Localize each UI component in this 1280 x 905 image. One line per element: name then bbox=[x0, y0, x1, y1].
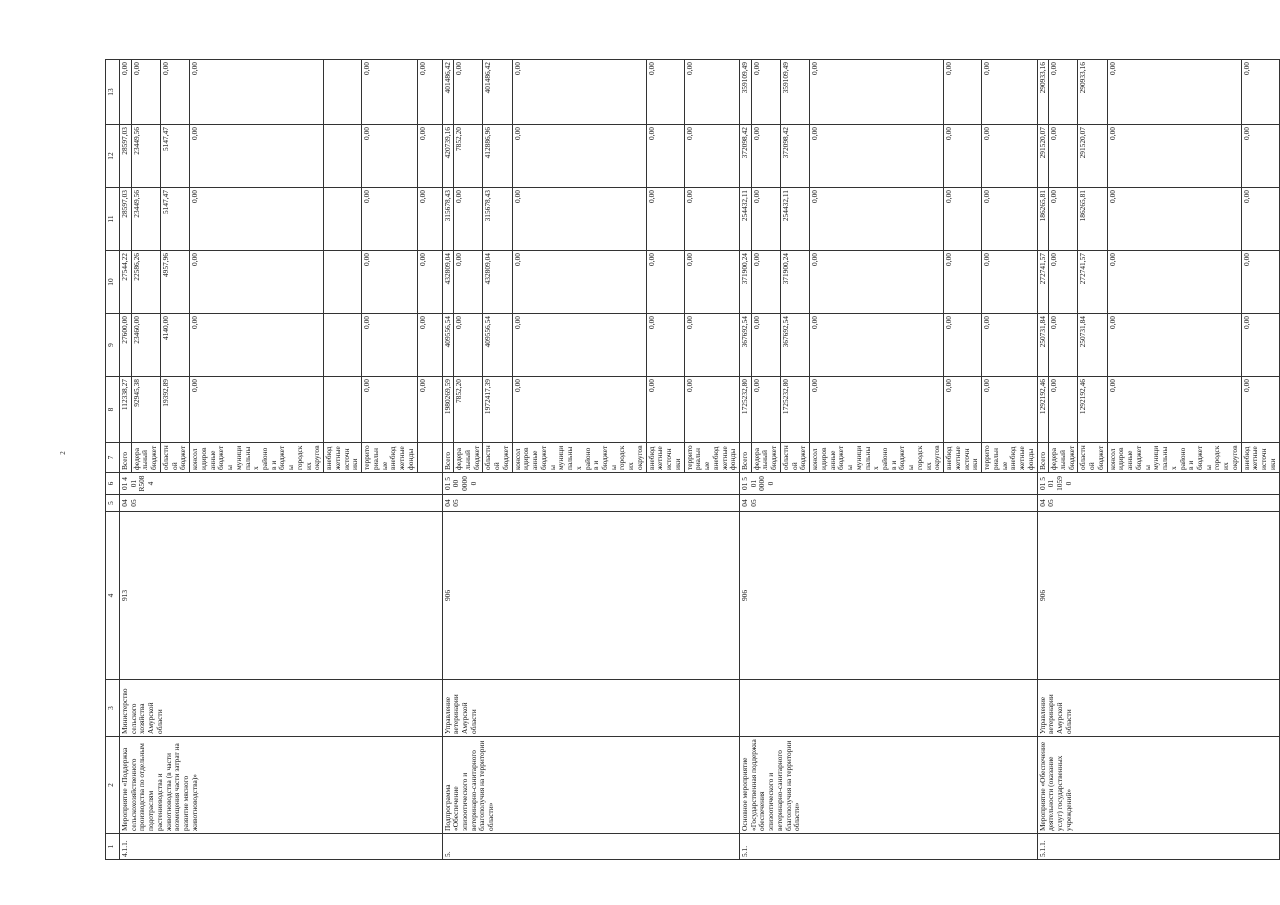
amount-cell: 7852,20 bbox=[454, 377, 483, 443]
amount-cell: 412886,96 bbox=[483, 125, 512, 188]
funding-source: внебюджетные источники bbox=[324, 443, 362, 473]
column-header: 10 bbox=[106, 251, 120, 314]
funding-source: территориальные внебюджетные фонды bbox=[982, 443, 1037, 473]
amount-cell: 0,00 bbox=[1241, 251, 1279, 314]
amount-cell bbox=[324, 60, 362, 125]
table-row bbox=[740, 60, 752, 860]
amount-cell: 0,00 bbox=[982, 125, 1037, 188]
funding-source: федеральный бюджет bbox=[751, 443, 780, 473]
section-id: 5.1. bbox=[740, 834, 1038, 860]
amount-cell: 28597,03 bbox=[120, 188, 132, 251]
funding-source: территориальные внебюджетные фонды bbox=[684, 443, 739, 473]
amount-cell: 5147,47 bbox=[160, 125, 189, 188]
table-row bbox=[120, 60, 132, 860]
funding-source: Всего bbox=[1037, 443, 1049, 473]
amount-cell: 290933,16 bbox=[1037, 60, 1049, 125]
amount-cell: 0,00 bbox=[944, 377, 982, 443]
amount-cell: 0,00 bbox=[684, 251, 739, 314]
amount-cell: 0,00 bbox=[1107, 314, 1241, 377]
amount-cell: 112338,27 bbox=[120, 377, 132, 443]
amount-cell: 0,00 bbox=[190, 125, 324, 188]
amount-cell: 0,00 bbox=[646, 188, 684, 251]
amount-cell: 0,00 bbox=[646, 377, 684, 443]
table-body bbox=[106, 60, 1280, 860]
responsible-executor: Управление ветеринарии Амурской области bbox=[1037, 680, 1279, 737]
amount-cell: 0,00 bbox=[684, 314, 739, 377]
rzpr-code: 04 05 bbox=[442, 495, 740, 512]
funding-source bbox=[417, 443, 442, 473]
amount-cell: 0,00 bbox=[1241, 188, 1279, 251]
amount-cell: 186265,81 bbox=[1078, 188, 1107, 251]
amount-cell: 0,00 bbox=[190, 314, 324, 377]
column-header: 1 bbox=[106, 834, 120, 860]
amount-cell: 23449,56 bbox=[131, 125, 160, 188]
amount-cell bbox=[324, 188, 362, 251]
amount-cell: 420739,16 bbox=[442, 125, 454, 188]
section-name: Мероприятие «Обеспечение деятельности (оказание услуг) государственных учреждений» bbox=[1037, 737, 1279, 834]
amount-cell: 0,00 bbox=[160, 60, 189, 125]
column-header: 11 bbox=[106, 188, 120, 251]
amount-cell: 0,00 bbox=[512, 377, 646, 443]
amount-cell: 0,00 bbox=[751, 60, 780, 125]
amount-cell: 0,00 bbox=[810, 60, 944, 125]
header-row bbox=[106, 60, 120, 860]
amount-cell: 0,00 bbox=[1049, 377, 1078, 443]
amount-cell: 0,00 bbox=[190, 377, 324, 443]
grbs-code: 906 bbox=[740, 512, 1038, 680]
amount-cell: 0,00 bbox=[684, 188, 739, 251]
amount-cell: 315678,43 bbox=[483, 188, 512, 251]
amount-cell: 0,00 bbox=[751, 314, 780, 377]
column-header: 5 bbox=[106, 495, 120, 512]
amount-cell: 0,00 bbox=[1107, 60, 1241, 125]
budget-table bbox=[105, 59, 1280, 860]
amount-cell: 0,00 bbox=[417, 60, 442, 125]
amount-cell: 291520,07 bbox=[1078, 125, 1107, 188]
amount-cell: 401486,42 bbox=[442, 60, 454, 125]
amount-cell: 0,00 bbox=[982, 188, 1037, 251]
amount-cell: 0,00 bbox=[810, 251, 944, 314]
table-row bbox=[1037, 60, 1049, 860]
amount-cell: 0,00 bbox=[512, 60, 646, 125]
amount-cell: 1980269,59 bbox=[442, 377, 454, 443]
funding-source: консолидированные бюджеты муниципальных районов и бюджеты городских округов bbox=[190, 443, 324, 473]
amount-cell: 0,00 bbox=[646, 125, 684, 188]
amount-cell: 432809,04 bbox=[483, 251, 512, 314]
amount-cell: 359109,49 bbox=[780, 60, 809, 125]
column-header: 8 bbox=[106, 377, 120, 443]
funding-source: областной бюджет bbox=[160, 443, 189, 473]
amount-cell: 359109,49 bbox=[740, 60, 752, 125]
amount-cell: 0,00 bbox=[1049, 125, 1078, 188]
amount-cell: 291520,07 bbox=[1037, 125, 1049, 188]
amount-cell: 1972417,39 bbox=[483, 377, 512, 443]
amount-cell: 409556,54 bbox=[483, 314, 512, 377]
amount-cell: 27600,00 bbox=[120, 314, 132, 377]
responsible-executor: Министерство сельского хозяйства Амурской области bbox=[120, 680, 443, 737]
csr-code: 01 5 01 10590 bbox=[1037, 473, 1279, 495]
funding-source: внебюджетные источники bbox=[646, 443, 684, 473]
amount-cell: 372098,42 bbox=[740, 125, 752, 188]
amount-cell: 0,00 bbox=[810, 377, 944, 443]
amount-cell: 0,00 bbox=[362, 188, 417, 251]
responsible-executor: Управление ветеринарии Амурской области bbox=[442, 680, 740, 737]
amount-cell: 0,00 bbox=[810, 188, 944, 251]
amount-cell: 0,00 bbox=[417, 377, 442, 443]
amount-cell: 0,00 bbox=[751, 377, 780, 443]
amount-cell: 0,00 bbox=[1241, 314, 1279, 377]
amount-cell: 0,00 bbox=[417, 251, 442, 314]
amount-cell: 250731,84 bbox=[1078, 314, 1107, 377]
column-header: 13 bbox=[106, 60, 120, 125]
amount-cell: 0,00 bbox=[1107, 377, 1241, 443]
column-header: 4 bbox=[106, 512, 120, 680]
funding-source: Всего bbox=[120, 443, 132, 473]
amount-cell: 0,00 bbox=[944, 314, 982, 377]
amount-cell: 1292192,46 bbox=[1078, 377, 1107, 443]
grbs-code: 906 bbox=[442, 512, 740, 680]
section-name: Основное мероприятие «Государственная поддержка обеспечения эпизоотического и ветеринарно-санитарного благополучия на территории области» bbox=[740, 737, 1038, 834]
section-id: 5. bbox=[442, 834, 740, 860]
amount-cell: 27544,22 bbox=[120, 251, 132, 314]
amount-cell: 0,00 bbox=[810, 125, 944, 188]
section-name: Мероприятие «Поддержка сельскохозяйственного производства по отдельным подотраслям растениеводства и животноводства (в части возмещения части затрат на развитие мясного животноводства)» bbox=[120, 737, 443, 834]
page-number: 2 bbox=[59, 451, 67, 455]
amount-cell bbox=[324, 251, 362, 314]
amount-cell: 1725232,80 bbox=[780, 377, 809, 443]
funding-source: консолидированные бюджеты муниципальных районов и бюджеты городских округов bbox=[1107, 443, 1241, 473]
rzpr-code: 04 05 bbox=[1037, 495, 1279, 512]
table-row bbox=[442, 60, 454, 860]
column-header: 6 bbox=[106, 473, 120, 495]
amount-cell: 0,00 bbox=[1241, 377, 1279, 443]
amount-cell: 367692,54 bbox=[780, 314, 809, 377]
amount-cell: 290933,16 bbox=[1078, 60, 1107, 125]
funding-source: территориальные внебюджетные фонды bbox=[362, 443, 417, 473]
amount-cell: 371900,24 bbox=[780, 251, 809, 314]
column-header: 9 bbox=[106, 314, 120, 377]
csr-code: 01 5 01 00000 bbox=[740, 473, 1038, 495]
amount-cell: 372098,42 bbox=[780, 125, 809, 188]
amount-cell: 0,00 bbox=[417, 125, 442, 188]
amount-cell: 0,00 bbox=[944, 60, 982, 125]
csr-code: 01 5 00 00000 bbox=[442, 473, 740, 495]
funding-source: федеральный бюджет bbox=[454, 443, 483, 473]
amount-cell: 92945,38 bbox=[131, 377, 160, 443]
amount-cell: 0,00 bbox=[684, 377, 739, 443]
amount-cell: 5147,47 bbox=[160, 188, 189, 251]
amount-cell: 0,00 bbox=[982, 314, 1037, 377]
amount-cell: 0,00 bbox=[944, 188, 982, 251]
grbs-code: 913 bbox=[120, 512, 443, 680]
amount-cell: 0,00 bbox=[810, 314, 944, 377]
amount-cell: 250731,84 bbox=[1037, 314, 1049, 377]
funding-source: Всего bbox=[442, 443, 454, 473]
amount-cell: 4957,96 bbox=[160, 251, 189, 314]
amount-cell bbox=[324, 377, 362, 443]
amount-cell: 0,00 bbox=[512, 251, 646, 314]
amount-cell: 254432,11 bbox=[740, 188, 752, 251]
amount-cell: 1725232,80 bbox=[740, 377, 752, 443]
amount-cell: 0,00 bbox=[512, 188, 646, 251]
amount-cell: 0,00 bbox=[646, 314, 684, 377]
amount-cell: 0,00 bbox=[1107, 188, 1241, 251]
amount-cell: 0,00 bbox=[1049, 60, 1078, 125]
amount-cell: 1292192,46 bbox=[1037, 377, 1049, 443]
funding-source: внебюджетные источники bbox=[944, 443, 982, 473]
amount-cell: 0,00 bbox=[1049, 188, 1078, 251]
amount-cell: 371900,24 bbox=[740, 251, 752, 314]
section-name: Подпрограмма «Обеспечение эпизоотического и ветеринарно-санитарного благополучия на территории области» bbox=[442, 737, 740, 834]
amount-cell: 0,00 bbox=[362, 251, 417, 314]
amount-cell: 0,00 bbox=[417, 188, 442, 251]
amount-cell: 0,00 bbox=[982, 251, 1037, 314]
amount-cell: 0,00 bbox=[362, 125, 417, 188]
csr-code: 01 4 01 R5084 bbox=[120, 473, 443, 495]
amount-cell: 0,00 bbox=[751, 251, 780, 314]
amount-cell: 272741,57 bbox=[1078, 251, 1107, 314]
amount-cell: 19392,89 bbox=[160, 377, 189, 443]
funding-source: консолидированные бюджеты муниципальных районов и бюджеты городских округов bbox=[810, 443, 944, 473]
section-id: 5.1.1. bbox=[1037, 834, 1279, 860]
funding-source: внебюджетные источники bbox=[1241, 443, 1279, 473]
amount-cell: 0,00 bbox=[131, 60, 160, 125]
section-id: 4.1.1. bbox=[120, 834, 443, 860]
funding-source: Всего bbox=[740, 443, 752, 473]
amount-cell: 0,00 bbox=[684, 125, 739, 188]
amount-cell: 409556,54 bbox=[442, 314, 454, 377]
amount-cell: 0,00 bbox=[1241, 60, 1279, 125]
amount-cell: 0,00 bbox=[362, 60, 417, 125]
amount-cell: 22586,26 bbox=[131, 251, 160, 314]
amount-cell bbox=[324, 125, 362, 188]
funding-source: федеральный бюджет bbox=[131, 443, 160, 473]
amount-cell: 0,00 bbox=[751, 188, 780, 251]
funding-source: областной бюджет bbox=[1078, 443, 1107, 473]
amount-cell: 0,00 bbox=[944, 251, 982, 314]
column-header: 12 bbox=[106, 125, 120, 188]
amount-cell: 0,00 bbox=[454, 188, 483, 251]
rzpr-code: 04 05 bbox=[120, 495, 443, 512]
grbs-code: 906 bbox=[1037, 512, 1279, 680]
amount-cell: 0,00 bbox=[190, 251, 324, 314]
amount-cell: 0,00 bbox=[362, 314, 417, 377]
amount-cell: 0,00 bbox=[751, 125, 780, 188]
amount-cell: 186265,81 bbox=[1037, 188, 1049, 251]
responsible-executor bbox=[740, 680, 1038, 737]
amount-cell: 28597,03 bbox=[120, 125, 132, 188]
amount-cell: 0,00 bbox=[1049, 314, 1078, 377]
amount-cell: 0,00 bbox=[1107, 251, 1241, 314]
amount-cell: 0,00 bbox=[417, 314, 442, 377]
amount-cell: 0,00 bbox=[1049, 251, 1078, 314]
amount-cell: 0,00 bbox=[982, 60, 1037, 125]
amount-cell: 0,00 bbox=[512, 314, 646, 377]
amount-cell: 401486,42 bbox=[483, 60, 512, 125]
amount-cell bbox=[324, 314, 362, 377]
amount-cell: 315678,43 bbox=[442, 188, 454, 251]
amount-cell: 23449,56 bbox=[131, 188, 160, 251]
amount-cell: 367692,54 bbox=[740, 314, 752, 377]
amount-cell: 4140,00 bbox=[160, 314, 189, 377]
amount-cell: 0,00 bbox=[982, 377, 1037, 443]
amount-cell: 432809,04 bbox=[442, 251, 454, 314]
amount-cell: 0,00 bbox=[646, 60, 684, 125]
funding-source: областной бюджет bbox=[780, 443, 809, 473]
amount-cell: 0,00 bbox=[454, 60, 483, 125]
amount-cell: 0,00 bbox=[944, 125, 982, 188]
funding-source: консолидированные бюджеты муниципальных районов и бюджеты городских округов bbox=[512, 443, 646, 473]
amount-cell: 0,00 bbox=[362, 377, 417, 443]
column-header: 2 bbox=[106, 737, 120, 834]
funding-source: федеральный бюджет bbox=[1049, 443, 1078, 473]
amount-cell: 0,00 bbox=[120, 60, 132, 125]
column-header: 7 bbox=[106, 443, 120, 473]
amount-cell: 0,00 bbox=[1241, 125, 1279, 188]
amount-cell: 0,00 bbox=[454, 251, 483, 314]
funding-source: областной бюджет bbox=[483, 443, 512, 473]
amount-cell: 0,00 bbox=[190, 60, 324, 125]
rotated-page bbox=[105, 60, 1277, 860]
amount-cell: 254432,11 bbox=[780, 188, 809, 251]
amount-cell: 0,00 bbox=[646, 251, 684, 314]
amount-cell: 0,00 bbox=[512, 125, 646, 188]
column-header: 3 bbox=[106, 680, 120, 737]
amount-cell: 0,00 bbox=[190, 188, 324, 251]
amount-cell: 0,00 bbox=[1107, 125, 1241, 188]
rzpr-code: 04 05 bbox=[740, 495, 1038, 512]
amount-cell: 272741,57 bbox=[1037, 251, 1049, 314]
amount-cell: 23460,00 bbox=[131, 314, 160, 377]
amount-cell: 0,00 bbox=[684, 60, 739, 125]
amount-cell: 0,00 bbox=[454, 314, 483, 377]
amount-cell: 7852,20 bbox=[454, 125, 483, 188]
